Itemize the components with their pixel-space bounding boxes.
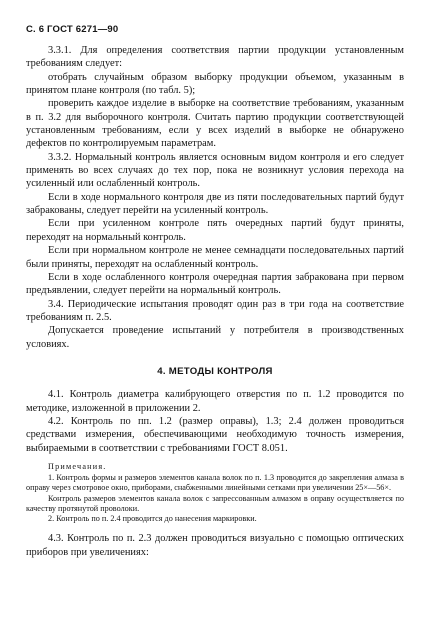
- paragraph-4-1: 4.1. Контроль диаметра калибрующего отверстия по п. 1.2 проводится по методике, изложенной в приложении 2.: [26, 389, 404, 414]
- note-1-continuation: Контроль размеров элементов канала волок с запрессованным алмазом в оправу осуществляется по качеству протянутой проволоки.: [26, 493, 404, 513]
- note-1: 1. Контроль формы и размеров элементов канала волок по п. 1.3 проводится до закрепления алмаза в оправу через смотровое окно, приборами, снабженными линейными сетками при увеличении 25×—56×.: [26, 473, 404, 493]
- paragraph-customer-testing: Допускается проведение испытаний у потребителя в производственных условиях.: [26, 325, 404, 350]
- paragraph-check-items: проверить каждое изделие в выборке на соответствие требованиям, указанным в п. 3.2 для выборочного контроля. Считать партию продукции соответствующей установленным требованиям, если у всех изделий в выборке не обнаружено дефектов по контролируемым параметрам.: [26, 98, 404, 150]
- page-header: С. 6 ГОСТ 6271—90: [26, 24, 119, 35]
- paragraph-3-3-2: 3.3.2. Нормальный контроль является основным видом контроля и его следует применять во всех случаях до тех пор, пока не возникнут условия перехода на усиленный или ослабленный контроль.: [26, 151, 404, 190]
- paragraph-4-3: 4.3. Контроль по п. 2.3 должен проводиться визуально с помощью оптических приборов при увеличениях:: [26, 533, 404, 558]
- paragraph-reduced-to-normal: Если в ходе ослабленного контроля очередная партия забракована при первом предъявлении, следует перейти на нормальный контроль.: [26, 271, 404, 297]
- paragraph-4-2: 4.2. Контроль по пп. 1.2 (размер оправы), 1.3; 2.4 должен проводиться средствами измерения, обеспечивающими необходимую точность измерения, выбираемыми в соответствии с требованиями ГОСТ 8.051.: [26, 415, 404, 454]
- paragraph-3-3-1: 3.3.1. Для определения соответствия партии продукции установленным требованиям следует:: [26, 45, 404, 70]
- paragraph-switch-to-tightened: Если в ходе нормального контроля две из пяти последовательных партий будут забракованы, следует перейти на усиленный контроль.: [26, 191, 404, 217]
- paragraph-3-4: 3.4. Периодические испытания проводят один раз в три года на соответствие требованиям п. 2.5.: [26, 298, 404, 323]
- paragraph-switch-to-normal: Если при усиленном контроле пять очередных партий будут приняты, переходят на нормальный контроль.: [26, 218, 404, 243]
- notes-block: [26, 462, 404, 524]
- document-body: [26, 44, 404, 559]
- notes-heading: Примечания.: [48, 461, 107, 471]
- paragraph-switch-to-reduced: Если при нормальном контроле не менее семнадцати последовательных партий были приняты, переходят на ослабленный контроль.: [26, 245, 404, 270]
- note-2: 2. Контроль по п. 2.4 проводится до нанесения маркировки.: [48, 513, 257, 523]
- section-title: 4. МЕТОДЫ КОНТРОЛЯ: [157, 365, 273, 377]
- paragraph-select-sample: отобрать случайным образом выборку продукции объемом, указанным в принятом плане контроля (по табл. 5);: [26, 71, 404, 97]
